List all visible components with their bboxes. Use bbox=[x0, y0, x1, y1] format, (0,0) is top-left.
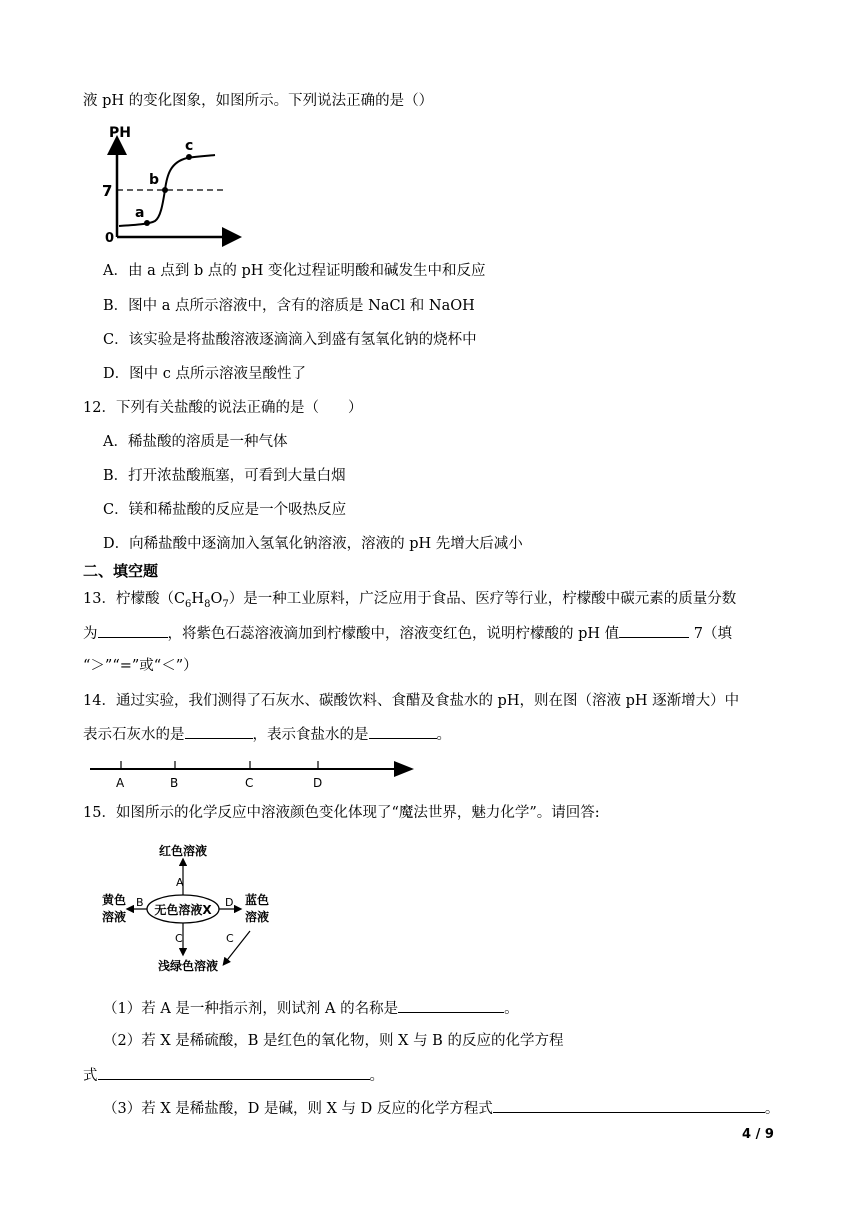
bottom-result-label: 浅绿色溶液 bbox=[157, 959, 219, 973]
q13-blank-mass-fraction[interactable] bbox=[98, 622, 168, 638]
y-axis-label: PH bbox=[109, 125, 131, 141]
arrow-c-label-diag: C bbox=[226, 932, 234, 945]
axis-label-a: A bbox=[116, 776, 125, 790]
q15-sub1: （1）若 A 是一种指示剂，则试剂 A 的名称是 。 bbox=[103, 997, 519, 1020]
q15-blank-indicator-name[interactable] bbox=[398, 997, 504, 1013]
q12-stem: 12．下列有关盐酸的说法正确的是（ ） bbox=[83, 400, 363, 416]
q15-sub3: （3）若 X 是稀盐酸，D 是碱，则 X 与 D 反应的化学方程式 。 bbox=[103, 1097, 779, 1120]
ph-number-line bbox=[88, 755, 418, 791]
ph7-label: 7 bbox=[102, 182, 113, 200]
axis-label-d: D bbox=[313, 776, 323, 790]
top-result-label: 红色溶液 bbox=[158, 844, 208, 858]
section-heading-fill-blank: 二、填空题 bbox=[83, 562, 159, 580]
right-result-line1: 蓝色 bbox=[244, 893, 270, 907]
point-c-label: c bbox=[185, 138, 194, 154]
q12-option-b: B．打开浓盐酸瓶塞，可看到大量白烟 bbox=[103, 468, 346, 484]
arrow-a-label: A bbox=[176, 876, 184, 889]
q11-option-b: B．图中 a 点所示溶液中，含有的溶质是 NaCl 和 NaOH bbox=[103, 298, 475, 314]
q11-intro: 液 pH 的变化图象，如图所示。下列说法正确的是（） bbox=[83, 93, 434, 109]
left-result-line1: 黄色 bbox=[101, 893, 127, 907]
origin-label: 0 bbox=[105, 231, 115, 246]
point-b-label: b bbox=[149, 172, 160, 188]
color-change-diagram bbox=[100, 836, 280, 978]
q14-line2: 表示石灰水的是 ，表示食盐水的是 。 bbox=[83, 723, 451, 746]
q14-line1: 14．通过实验，我们测得了石灰水、碳酸饮料、食醋及食盐水的 pH，则在图（溶液 pH 逐渐增大）中 bbox=[83, 693, 740, 709]
q15-sub2-line1: （2）若 X 是稀硫酸，B 是红色的氧化物，则 X 与 B 的反应的化学方程 bbox=[103, 1033, 564, 1049]
center-solution-label: 无色溶液X bbox=[154, 903, 212, 917]
axis-label-b: B bbox=[170, 776, 179, 790]
q12-option-d: D．向稀盐酸中逐滴加入氢氧化钠溶液，溶液的 pH 先增大后减小 bbox=[103, 536, 523, 552]
page-number: 4 / 9 bbox=[742, 1127, 774, 1142]
q11-option-c: C．该实验是将盐酸溶液逐滴滴入到盛有氢氧化钠的烧杯中 bbox=[103, 332, 477, 348]
q15-stem: 15．如图所示的化学反应中溶液颜色变化体现了“魔法世界，魅力化学”。请回答: bbox=[83, 805, 600, 821]
q13-blank-ph-compare[interactable] bbox=[619, 622, 689, 638]
point-a-marker bbox=[144, 220, 150, 226]
ph-curve-graph bbox=[95, 122, 250, 247]
q14-blank-saltwater[interactable] bbox=[369, 723, 437, 739]
q11-option-d: D．图中 c 点所示溶液呈酸性了 bbox=[103, 366, 306, 382]
q12-option-c: C．镁和稀盐酸的反应是一个吸热反应 bbox=[103, 502, 347, 518]
q15-blank-equation-d[interactable] bbox=[493, 1097, 765, 1113]
q13-line3: “＞”“=”或“＜”） bbox=[83, 658, 198, 674]
q15-sub2-line2: 式 。 bbox=[83, 1064, 384, 1087]
q13-line1: 13．柠檬酸$(C_6H_8O_7)$是一种工业原料，广泛应用于食品、医疗等行业，柠檬酸中碳元素的质量分数 bbox=[83, 591, 737, 610]
q15-blank-equation-b[interactable] bbox=[98, 1064, 370, 1080]
left-result-line2: 溶液 bbox=[101, 910, 127, 924]
q11-option-a: A．由 a 点到 b 点的 pH 变化过程证明酸和碱发生中和反应 bbox=[103, 263, 486, 279]
right-result-line2: 溶液 bbox=[244, 910, 270, 924]
q14-blank-limewater[interactable] bbox=[185, 723, 253, 739]
point-a-label: a bbox=[135, 205, 145, 221]
point-b-marker bbox=[162, 187, 168, 193]
arrow-d-label: D bbox=[225, 896, 234, 909]
q13-line2: 为 ，将紫色石蕊溶液滴加到柠檬酸中，溶液变红色，说明柠檬酸的 pH 值 7（填 bbox=[83, 622, 732, 645]
arrow-c-label-down: C bbox=[175, 932, 183, 945]
q12-option-a: A．稀盐酸的溶质是一种气体 bbox=[103, 434, 288, 450]
axis-label-c: C bbox=[245, 776, 254, 790]
point-c-marker bbox=[186, 154, 192, 160]
arrow-b-label: B bbox=[136, 896, 144, 909]
